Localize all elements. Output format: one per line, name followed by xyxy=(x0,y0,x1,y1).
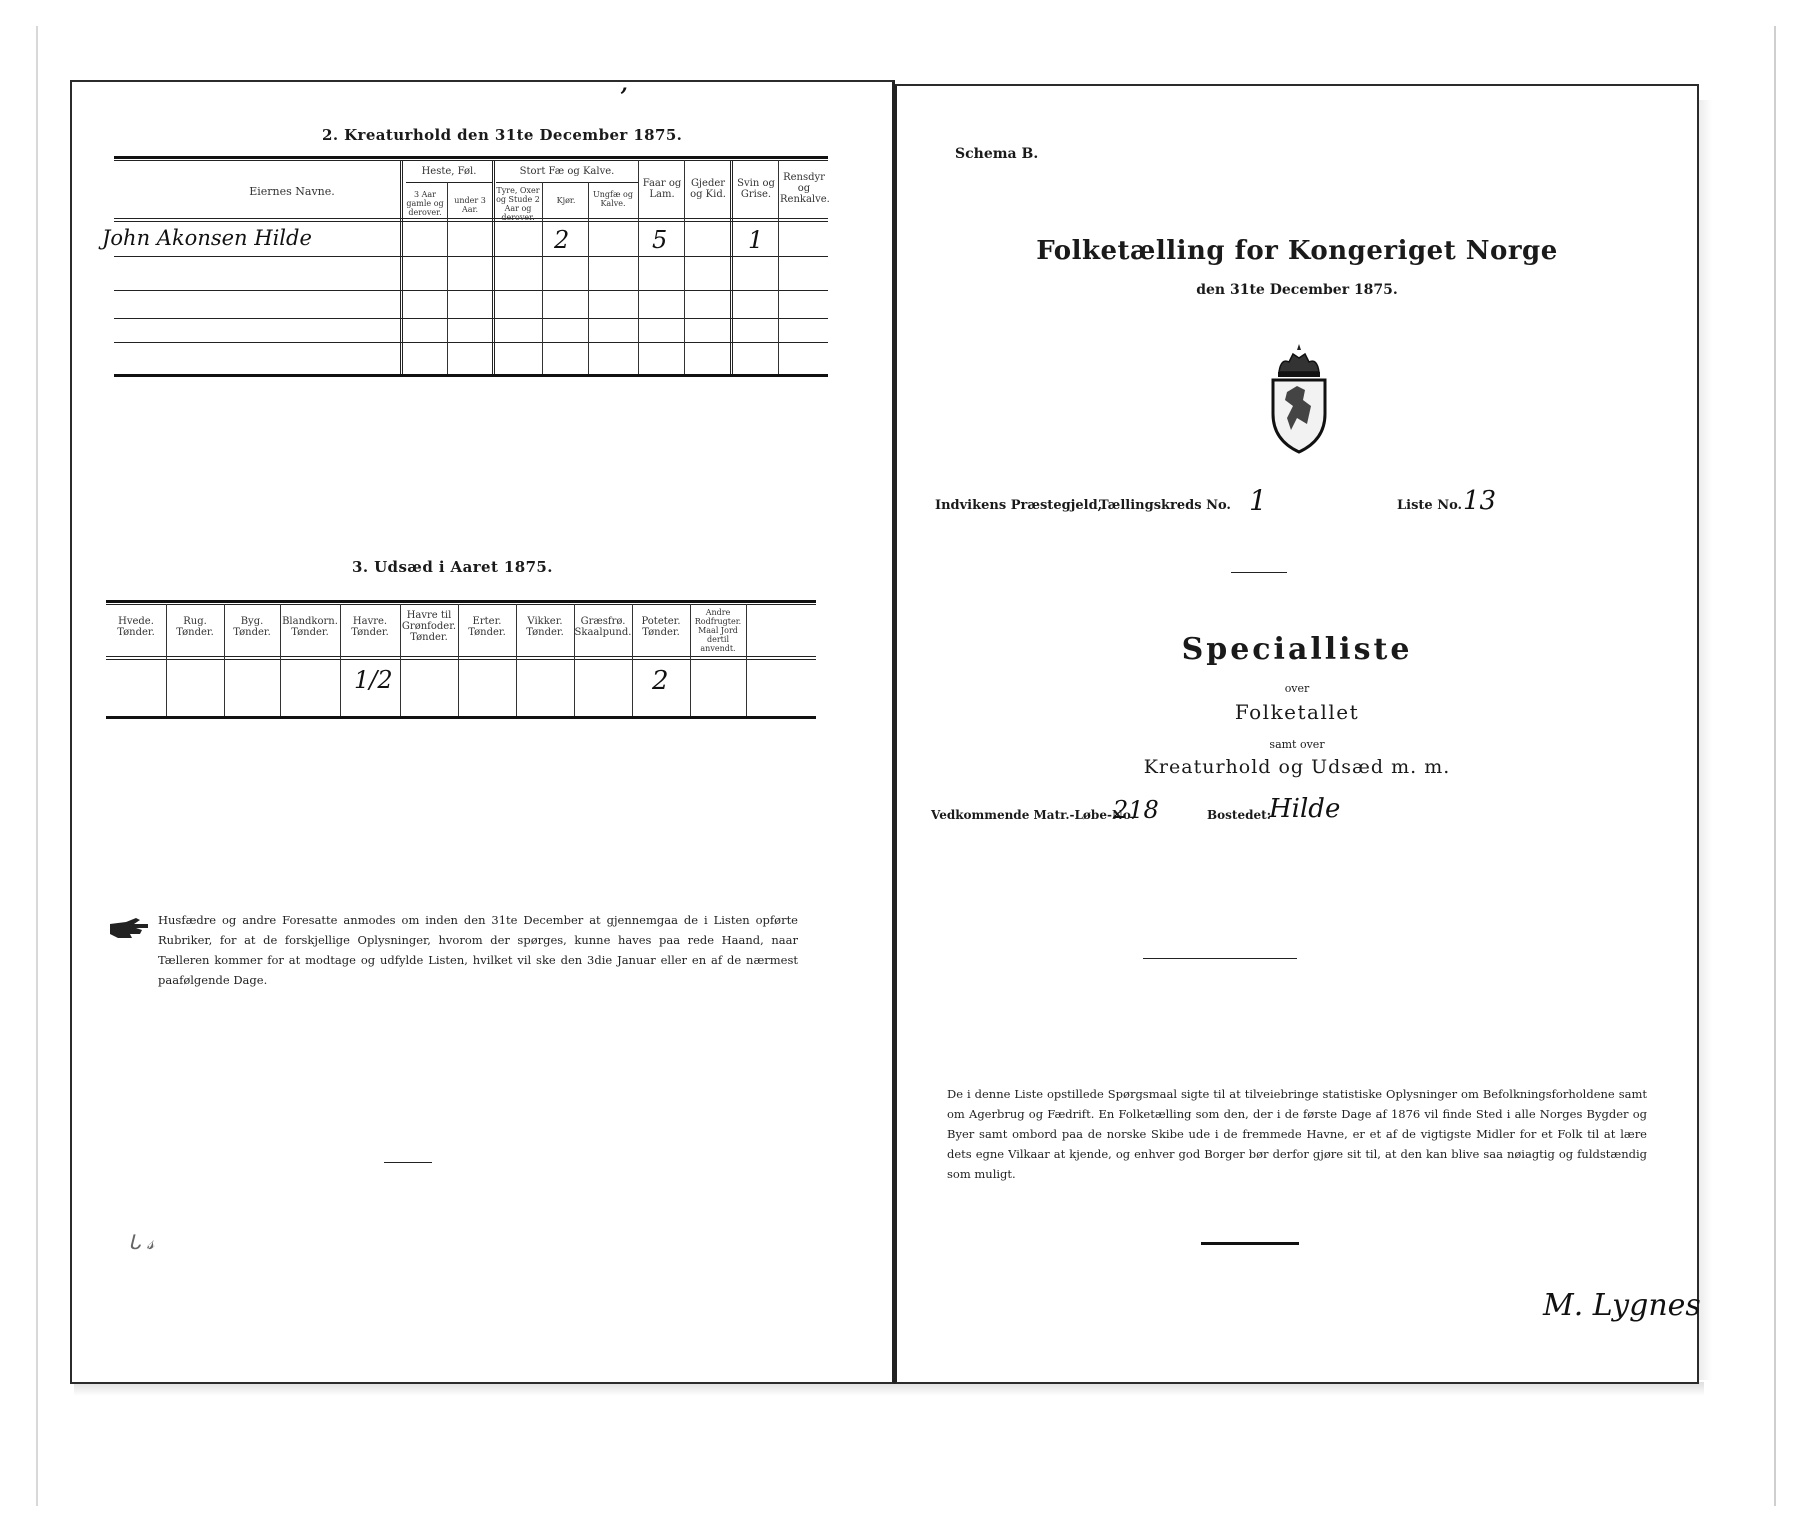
district-label: Tællingskreds No. xyxy=(1099,498,1231,513)
land-register-number: 218 xyxy=(1113,796,1159,824)
list-label: Liste No. xyxy=(1397,498,1463,513)
over-text: over xyxy=(1284,682,1310,695)
sheep-count: 5 xyxy=(652,226,668,254)
reindeer-header: Rensdyr og Renkalve. xyxy=(780,172,830,205)
horses-subheader-young: under 3 Aar. xyxy=(454,196,486,214)
household-notice: Husfædre og andre Foresatte anmodes om inden den 31te December at gjennemgaa de i Listen opførte Rubriker, for at de forskjellige Oplysninger, hvorom der spørges, kunne haves paa rede Haand, naar Tælleren kommer for at modtage og udfylde Listen, hvilket vil ske den 3die Januar eller en af de nærmest paafølgende Dage. xyxy=(158,913,798,987)
list-number: 13 xyxy=(1463,486,1497,516)
left-page xyxy=(70,80,895,1384)
pigs-count: 1 xyxy=(748,226,764,254)
samt-over-text: samt over xyxy=(1269,738,1325,751)
residence-value: Hilde xyxy=(1269,794,1341,824)
census-date: den 31te December 1875. xyxy=(1196,282,1398,298)
barley-header: Byg. Tønder. xyxy=(233,616,271,638)
pointing-hand-icon xyxy=(108,916,150,942)
enumerator-signature: M. Lygnes xyxy=(1543,1288,1701,1323)
purpose-notice: De i denne Liste opstillede Spørgsmaal sigte til at tilveiebringe statistiske Oplysninger om Befolkningsforholdene samt om Agerbrug og Fædrift. En Folketælling som den, der i de første Dage af 1876 vil finde Sted i alle Norges Bygder og Byer samt ombord paa de norske Skibe ude i de fremmede Havne, er et af de vigtigste Midler for et Folk til at lære dets egne Vilkaar at kjende, og enhver god Borger bør derfor gjøre sit til, at den kan blive saa nøiagtig og fuldstændig som muligt. xyxy=(947,1087,1647,1181)
special-list-heading: Specialliste xyxy=(1181,632,1413,667)
green-fodder-header: Havre til Grønfoder. Tønder. xyxy=(401,610,457,643)
cattle-subheader-bulls: Tyre, Oxer og Stude 2 Aar og derover. xyxy=(496,186,540,222)
sheep-header: Faar og Lam. xyxy=(642,178,682,200)
section2-title: 2. Kreaturhold den 31te December 1875. xyxy=(322,126,683,144)
page-shadow-bottom xyxy=(74,1382,1704,1396)
root-crops-header: Andre Rodfrugter. Maal Jord dertil anvendt. xyxy=(694,608,742,653)
cattle-subheader-cows: Kjør. xyxy=(556,196,576,205)
district-number: 1 xyxy=(1249,484,1267,517)
rye-header: Rug. Tønder. xyxy=(176,616,214,638)
divider-bottom xyxy=(1201,1242,1299,1245)
section3-title: 3. Udsæd i Aaret 1875. xyxy=(352,558,553,576)
wheat-header: Hvede. Tønder. xyxy=(117,616,155,638)
left-divider xyxy=(384,1162,432,1163)
parish-label: Indvikens Præstegjeld, xyxy=(935,498,1103,513)
cattle-subheader-calves: Ungfæ og Kalve. xyxy=(593,190,633,208)
margin-notes: ᒐ 𝓈 xyxy=(128,1230,155,1254)
schema-label: Schema B. xyxy=(955,146,1039,162)
owner-name: John Akonsen Hilde xyxy=(102,226,312,250)
horses-header: Heste, Føl. xyxy=(421,166,477,177)
right-page xyxy=(894,84,1699,1384)
horses-subheader-old: 3 Aar gamle og derover. xyxy=(406,190,444,217)
divider-top xyxy=(1231,572,1287,573)
pigs-header: Svin og Grise. xyxy=(737,178,775,200)
peas-header: Erter. Tønder. xyxy=(468,616,506,638)
top-mark: ’ xyxy=(620,84,628,110)
vetch-header: Vikker. Tønder. xyxy=(526,616,564,638)
divider-mid xyxy=(1143,958,1297,959)
goats-header: Gjeder og Kid. xyxy=(690,178,726,200)
cows-count: 2 xyxy=(554,226,570,254)
livestock-sowing-heading: Kreaturhold og Udsæd m. m. xyxy=(1143,756,1451,778)
grass-seed-header: Græsfrø. Skaalpund. xyxy=(574,616,632,638)
land-register-label: Vedkommende Matr.-Løbe-No. xyxy=(931,808,1135,822)
potatoes-header: Poteter. Tønder. xyxy=(641,616,681,638)
cattle-header: Stort Fæ og Kalve. xyxy=(519,166,615,177)
owner-header: Eiernes Navne. xyxy=(249,185,335,198)
oats-value: 1/2 xyxy=(354,666,393,694)
census-title: Folketælling for Kongeriget Norge xyxy=(1036,236,1558,266)
norwegian-coat-of-arms-icon xyxy=(1267,342,1331,454)
population-heading: Folketallet xyxy=(1234,700,1360,724)
potatoes-value: 2 xyxy=(652,666,669,696)
mixed-grain-header: Blandkorn. Tønder. xyxy=(282,616,338,638)
residence-label: Bostedet: xyxy=(1207,808,1272,822)
oats-header: Havre. Tønder. xyxy=(351,616,389,638)
